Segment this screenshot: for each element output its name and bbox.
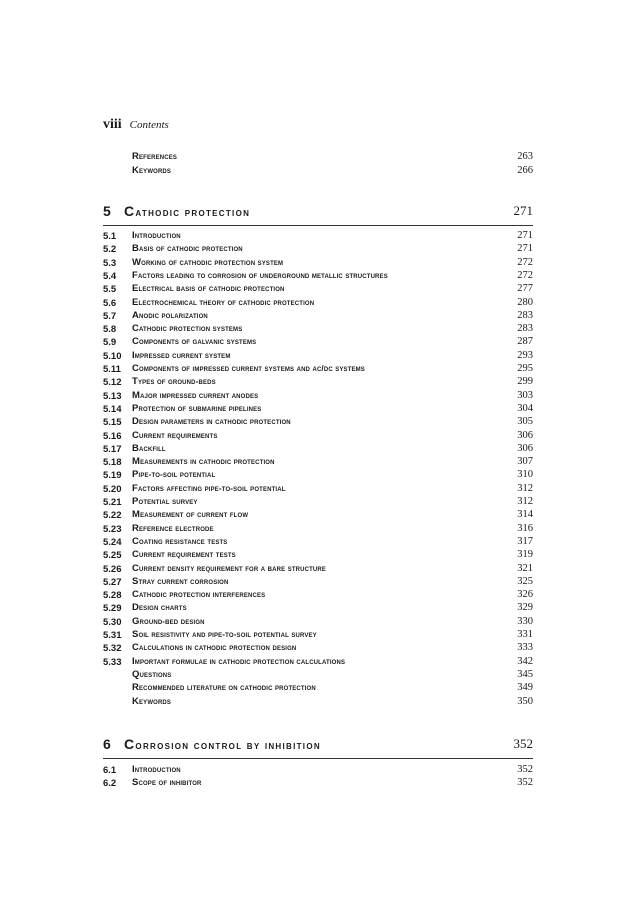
chapter-title: cathodic protection [124,203,251,219]
section-number: 5.13 [103,390,122,402]
toc-entry[interactable] [103,456,533,469]
toc-entry-title: stray current corrosion [132,575,229,587]
toc-entry[interactable] [103,270,533,283]
toc-entry-title: anodic polarization [132,309,208,321]
section-number: 5.27 [103,576,122,588]
toc-entry-title: electrochemical theory of cathodic protection [132,296,315,308]
toc-entry[interactable] [103,682,533,695]
toc-entry-title: Keywords [132,695,172,707]
toc-entry-page: 314 [517,509,533,521]
toc-entry-page: 342 [517,655,533,667]
chapter-heading[interactable] [103,734,533,759]
toc-entry-title: Keywords [132,165,172,176]
toc-entry[interactable] [103,336,533,349]
toc-entry-page: 352 [517,764,533,775]
section-number: 5.14 [103,403,122,415]
section-number: 5.17 [103,443,122,455]
chapter-title: corrosion control by inhibition [124,736,321,752]
toc-entry[interactable] [103,509,533,522]
section-number: 5.11 [103,364,121,375]
toc-entry[interactable] [103,230,533,243]
section-number: 5.15 [103,417,122,429]
toc-entry-page: 330 [517,615,533,627]
toc-entry-title: References [132,151,178,162]
toc-entry-page: 321 [517,562,533,574]
toc-entry-title: measurement of current flow [132,509,249,521]
toc-entry[interactable] [103,257,533,270]
section-number: 5.16 [103,430,122,442]
toc-entry-title: protection of submarine pipelines [132,402,262,414]
chapter-number: 6 [103,736,111,752]
toc-entry[interactable] [103,151,533,164]
toc-entry[interactable] [103,416,533,429]
toc-entry-title: design parameters in cathodic protection [132,416,291,428]
toc-entry-page: 303 [517,389,533,401]
toc-entry[interactable] [103,777,533,790]
section-number: 5.4 [103,270,117,282]
section-number: 5.1 [103,231,117,242]
section-number: 5.24 [103,536,122,548]
toc-entry-title: Recommended literature on cathodic protection [132,682,316,694]
toc-entry[interactable] [103,323,533,336]
toc-entry-title: components of galvanic systems [132,336,257,348]
section-number: 5.19 [103,470,122,482]
section-number: 5.33 [103,656,122,668]
section-number: 5.9 [103,337,117,349]
toc-entry-title: introduction [132,230,181,241]
toc-entry[interactable] [103,563,533,576]
chapter-page: 352 [513,736,533,751]
toc-entry[interactable] [103,243,533,256]
toc-entry-page: 316 [517,522,533,534]
section-number: 5.20 [103,483,122,495]
toc-entry-page: 272 [517,269,533,281]
section-number: 5.3 [103,257,117,269]
toc-entry-page: 345 [517,668,533,680]
section-number: 5.8 [103,324,117,336]
toc-entry-title: impressed current system [132,349,231,361]
toc-entry-title: working of cathodic protection system [132,256,284,268]
toc-entry[interactable] [103,536,533,549]
toc-entry-title: current density requirement for a bare structure [132,562,327,574]
toc-entry-title: cathodic protection interferences [132,589,266,601]
toc-entry-title: calculations in cathodic protection design [132,642,297,654]
toc-entry-page: 266 [517,165,533,176]
toc-entry-title: reference electrode [132,522,214,534]
toc-entry-page: 287 [517,336,533,348]
section-number: 5.28 [103,590,122,602]
toc-entry-title: basis of cathodic protection [132,243,243,255]
toc-entry-page: 306 [517,429,533,441]
toc-entry-title: components of impressed current systems and ac/dc systems [132,363,365,374]
toc-entry-title: cathodic protection systems [132,323,243,335]
page-numeral: viii [103,117,122,132]
toc-entry-page: 331 [517,629,533,640]
toc-entry-page: 271 [517,230,533,241]
toc-entry-title: factors leading to corrosion of underground metallic structures [132,269,388,281]
toc-entry-title: design charts [132,602,187,614]
toc-entry-title: soil resistivity and pipe-to-soil potential survey [132,629,317,640]
toc-entry-title: current requirements [132,429,218,441]
toc-entry[interactable] [103,589,533,602]
toc-entry[interactable] [103,696,533,709]
toc-entry-page: 272 [517,256,533,268]
toc-entry-page: 277 [517,283,533,295]
chapter-page: 271 [513,203,533,218]
toc-entry-page: 333 [517,642,533,654]
toc-entry-page: 299 [517,376,533,388]
toc-entry-title: backfill [132,442,166,454]
toc-entry-page: 319 [517,549,533,561]
section-number: 5.32 [103,643,122,655]
section-number: 5.12 [103,377,122,389]
toc-entry[interactable] [103,616,533,629]
section-number: 5.7 [103,310,117,322]
toc-entry[interactable] [103,549,533,562]
toc-entry-title: Questions [132,668,172,680]
toc-entry-page: 306 [517,442,533,454]
toc-entry-page: 325 [517,575,533,587]
toc-entry-title: current requirement tests [132,549,236,561]
toc-entry[interactable] [103,376,533,389]
toc-entry[interactable] [103,669,533,682]
running-title: Contents [129,119,169,131]
toc-entry-title: major impressed current anodes [132,389,259,401]
toc-entry[interactable] [103,443,533,456]
toc-entry[interactable] [103,403,533,416]
toc-entry-page: 293 [517,349,533,361]
toc-entry-page: 310 [517,469,533,481]
toc-entry[interactable] [103,642,533,655]
chapter-heading[interactable] [103,201,533,226]
toc-entry-title: important formulae in cathodic protection calculations [132,655,346,667]
toc-entry[interactable] [103,602,533,615]
toc-entry-title: introduction [132,764,181,775]
toc-entry-page: 280 [517,296,533,308]
toc-entry-page: 304 [517,402,533,414]
section-number: 5.25 [103,550,122,562]
toc-entry[interactable] [103,764,533,777]
toc-entry-page: 349 [517,682,533,694]
toc-entry-page: 350 [517,695,533,707]
toc-entry[interactable] [103,629,533,642]
section-number: 5.5 [103,284,117,296]
toc-entry[interactable] [103,430,533,443]
section-number: 5.21 [103,497,122,508]
toc-entry-title: potential survey [132,496,198,507]
toc-entry[interactable] [103,310,533,323]
section-number: 5.29 [103,603,122,615]
toc-entry[interactable] [103,390,533,403]
section-number: 5.30 [103,616,122,628]
toc-entry[interactable] [103,496,533,509]
section-number: 5.10 [103,350,122,362]
section-number: 6.1 [103,765,117,776]
toc-entry[interactable] [103,165,533,178]
section-number: 5.31 [103,630,122,641]
toc-entry-page: 312 [517,482,533,494]
toc-entry[interactable] [103,350,533,363]
toc-entry-title: pipe-to-soil potential [132,469,216,481]
section-number: 5.2 [103,244,117,256]
toc-entry-title: electrical basis of cathodic protection [132,283,285,295]
section-number: 6.2 [103,778,117,790]
toc-entry-page: 312 [517,496,533,507]
toc-entry-page: 329 [517,602,533,614]
toc-entry[interactable] [103,523,533,536]
toc-entry-page: 263 [517,151,533,162]
toc-entry-page: 295 [517,363,533,374]
toc-entry-title: factors affecting pipe-to-soil potential [132,482,286,494]
toc-entry[interactable] [103,283,533,296]
toc-entry-title: measurements in cathodic protection [132,456,275,468]
toc-entry-page: 283 [517,309,533,321]
toc-entry[interactable] [103,363,533,376]
section-number: 5.23 [103,523,122,535]
toc-entry-title: ground-bed design [132,615,205,627]
toc-entry-title: types of ground-beds [132,376,216,388]
chapter-number: 5 [103,203,111,219]
section-number: 5.6 [103,297,117,309]
toc-entry-title: scope of inhibitor [132,777,202,789]
toc-entry-page: 305 [517,416,533,428]
toc-entry-title: coating resistance tests [132,535,228,547]
toc-entry[interactable] [103,483,533,496]
toc-entry-page: 271 [517,243,533,255]
section-number: 5.22 [103,510,122,522]
toc-entry-page: 283 [517,323,533,335]
toc-entry-page: 326 [517,589,533,601]
running-head [103,115,169,133]
toc-entry-page: 352 [517,777,533,789]
section-number: 5.18 [103,457,122,469]
toc-entry[interactable] [103,297,533,310]
toc-entry-page: 317 [517,535,533,547]
toc-entry-page: 307 [517,456,533,468]
toc-entry[interactable] [103,656,533,669]
section-number: 5.26 [103,563,122,575]
toc-entry[interactable] [103,469,533,482]
toc-entry[interactable] [103,576,533,589]
